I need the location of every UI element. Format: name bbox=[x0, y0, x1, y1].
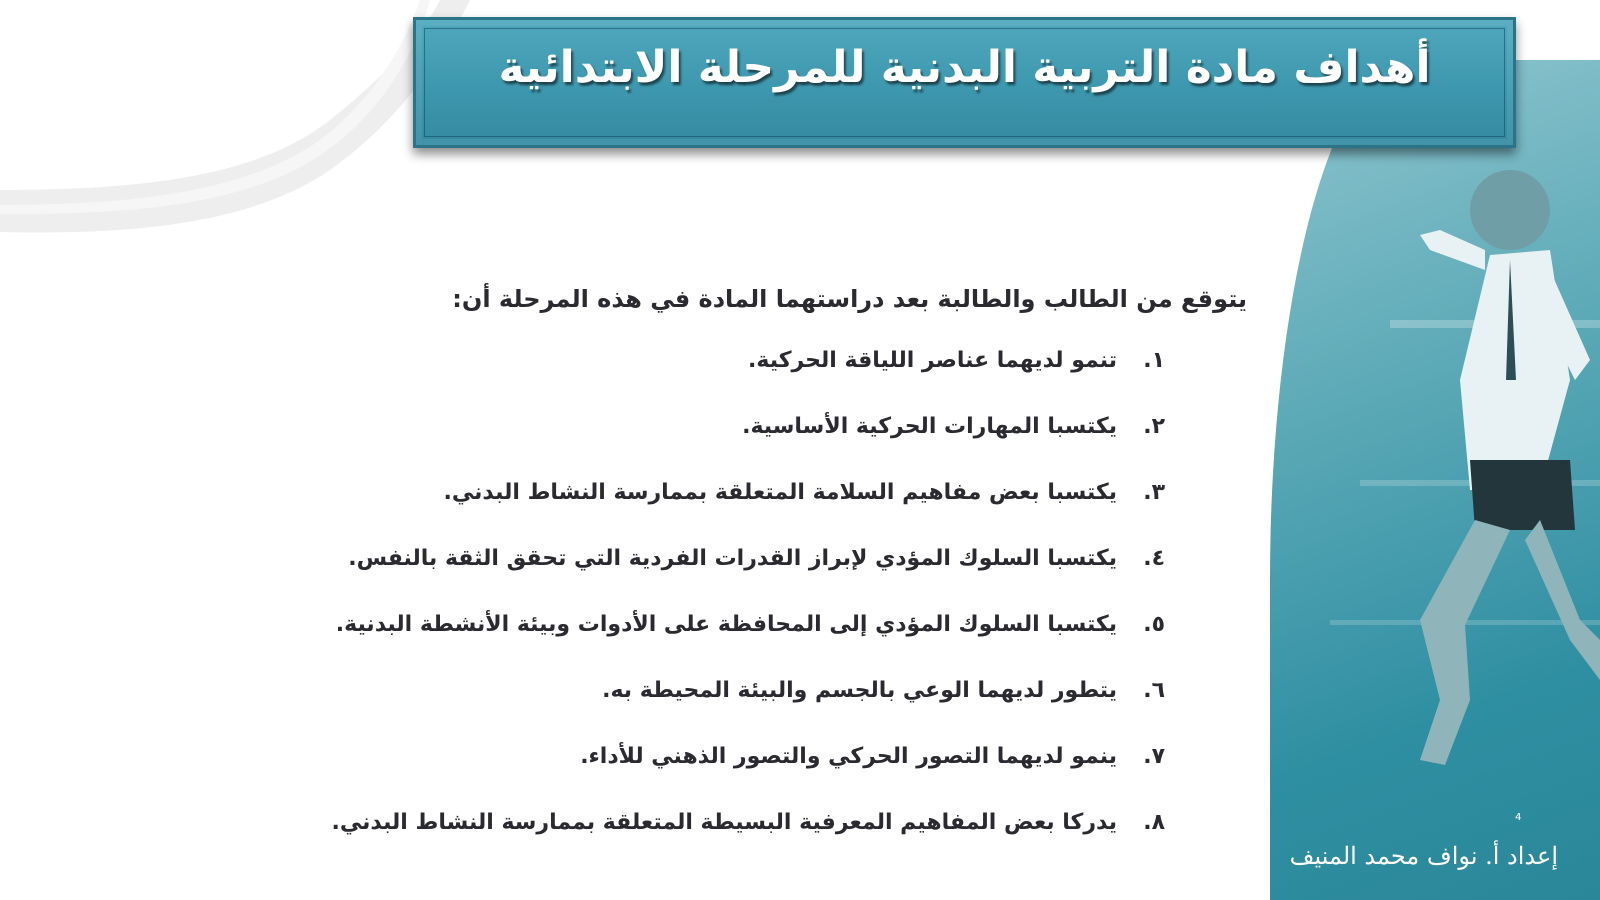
goal-number: ٦. bbox=[1143, 677, 1165, 703]
intro-text: يتوقع من الطالب والطالبة بعد دراستهما المادة في هذه المرحلة أن: bbox=[452, 285, 1247, 313]
athlete-photo-panel bbox=[1270, 60, 1600, 900]
goal-text: تنمو لديهما عناصر اللياقة الحركية. bbox=[748, 347, 1117, 373]
page-number: 4 bbox=[1515, 812, 1522, 823]
goal-number: ٢. bbox=[1143, 413, 1165, 439]
goal-item bbox=[167, 525, 1165, 591]
goal-text: يدركا بعض المفاهيم المعرفية البسيطة المتعلقة بممارسة النشاط البدني. bbox=[331, 809, 1117, 835]
goal-number: ٣. bbox=[1143, 479, 1165, 505]
goal-item bbox=[167, 459, 1165, 525]
goal-item bbox=[167, 657, 1165, 723]
goal-item bbox=[167, 789, 1165, 855]
goal-item bbox=[167, 327, 1165, 393]
goal-number: ١. bbox=[1143, 347, 1165, 373]
goal-text: يتطور لديهما الوعي بالجسم والبيئة المحيطة به. bbox=[602, 677, 1117, 703]
goal-text: يكتسبا السلوك المؤدي لإبراز القدرات الفردية التي تحقق الثقة بالنفس. bbox=[348, 545, 1117, 571]
goal-text: ينمو لديهما التصور الحركي والتصور الذهني للأداء. bbox=[580, 743, 1117, 769]
running-athlete-icon bbox=[1270, 60, 1600, 900]
goal-item bbox=[167, 723, 1165, 789]
goal-text: يكتسبا بعض مفاهيم السلامة المتعلقة بممارسة النشاط البدني. bbox=[443, 479, 1117, 505]
goal-item bbox=[167, 393, 1165, 459]
goal-number: ٨. bbox=[1143, 809, 1165, 835]
goal-text: يكتسبا المهارات الحركية الأساسية. bbox=[742, 413, 1117, 439]
goals-section bbox=[167, 275, 1247, 855]
goal-text: يكتسبا السلوك المؤدي إلى المحافظة على الأدوات وبيئة الأنشطة البدنية. bbox=[335, 611, 1117, 637]
page-title: أهداف مادة التربية البدنية للمرحلة الابتدائية bbox=[498, 42, 1431, 93]
goals-list bbox=[167, 327, 1165, 855]
goal-number: ٥. bbox=[1143, 611, 1165, 637]
title-banner bbox=[413, 17, 1516, 148]
goal-item bbox=[167, 591, 1165, 657]
goal-number: ٧. bbox=[1143, 743, 1165, 769]
author-credit: إعداد أ. نواف محمد المنيف bbox=[1289, 842, 1558, 870]
goal-number: ٤. bbox=[1143, 545, 1165, 571]
